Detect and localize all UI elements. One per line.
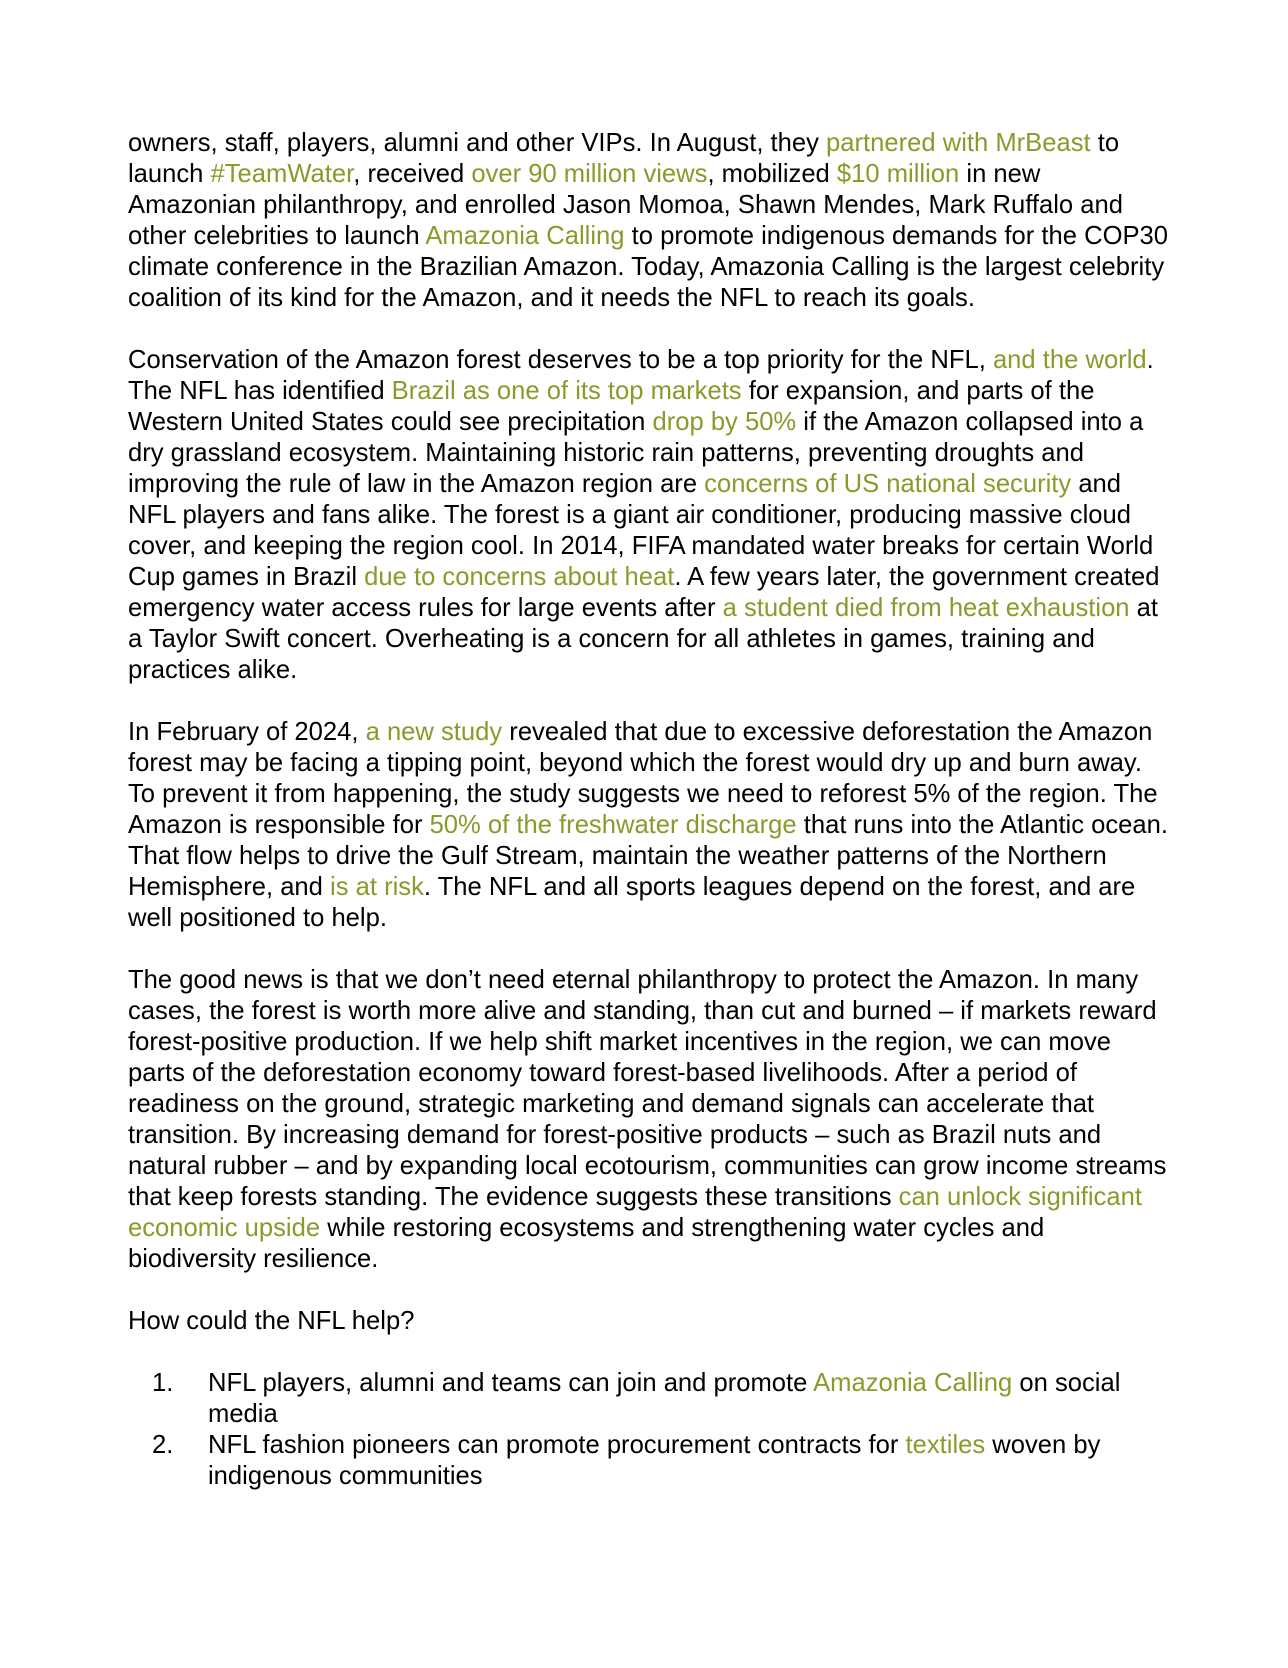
link-brazil-top-markets[interactable]: Brazil as one of its top markets: [391, 377, 742, 405]
link-heat-exhaustion[interactable]: a student died from heat exhaustion: [722, 594, 1130, 622]
link-teamwater[interactable]: #TeamWater: [210, 160, 354, 188]
link-freshwater-discharge[interactable]: 50% of the freshwater discharge: [429, 811, 797, 839]
link-concerns-about-heat[interactable]: due to concerns about heat: [364, 563, 675, 591]
list-number: 1.: [152, 1369, 174, 1397]
link-partnered-with-mrbeast[interactable]: partnered with MrBeast: [826, 129, 1091, 157]
paragraph-how-help: How could the NFL help?: [128, 1307, 415, 1335]
list-item: 1. NFL players, alumni and teams can join and promote Amazonia Calling on social media: [152, 1369, 1121, 1428]
paragraph-coalition: owners, staff, players, alumni and other VIPs. In August, they partnered with MrBeast to launch #TeamWater, received over 90 million views, mobilized $10 million in new Amazonian philanthropy, and enrolled Jason Momoa, Shawn Mendes, Mark Ruffalo and other celebrities to launch Amazonia Calling to promote indigenous demands for the COP30 climate conference in the Brazilian Amazon. Today, Amazonia Calling is the largest celebrity coalition of its kind for the Amazon, and it needs the NFL to reach its goals.: [128, 129, 1169, 312]
link-national-security[interactable]: concerns of US national security: [704, 470, 1072, 498]
paragraph-good-news: The good news is that we don’t need eternal philanthropy to protect the Amazon. In many cases, the forest is worth more alive and standing, than cut and burned – if markets reward forest-positive production. If we help shift market incentives in the region, we can move parts of the deforestation economy toward forest-based livelihoods. After a period of readiness on the ground, strategic marketing and demand signals can accelerate that transition. By increasing demand for forest-positive products – such as Brazil nuts and natural rubber – and by expanding local ecotourism, communities can grow income streams that keep forests standing. The evidence suggests these transitions can unlock significant economic upside while restoring ecosystems and strengthening water cycles and biodiversity resilience.: [128, 966, 1167, 1273]
list-number: 2.: [152, 1431, 174, 1459]
document-page: [128, 128, 1168, 1492]
paragraph-tipping-point: In February of 2024, a new study revealed that due to excessive deforestation the Amazon forest may be facing a tipping point, beyond which the forest would dry up and burn away. To prevent it from happening, the study suggests we need to reforest 5% of the region. The Amazon is responsible for 50% of the freshwater discharge that runs into the Atlantic ocean. That flow helps to drive the Gulf Stream, maintain the weather patterns of the Northern Hemisphere, and is at risk. The NFL and all sports leagues depend on the forest, and are well positioned to help.: [128, 718, 1168, 932]
link-new-study[interactable]: a new study: [365, 718, 503, 746]
link-10-million[interactable]: $10 million: [836, 160, 960, 188]
help-list: [128, 1368, 1168, 1492]
paragraph-conservation-priority: Conservation of the Amazon forest deserves to be a top priority for the NFL, and the world. The NFL has identified Brazil as one of its top markets for expansion, and parts of the Western United States could see precipitation drop by 50% if the Amazon collapsed into a dry grassland ecosystem. Maintaining historic rain patterns, preventing droughts and improving the rule of law in the Amazon region are concerns of US national security and NFL players and fans alike. The forest is a giant air conditioner, producing massive cloud cover, and keeping the region cool. In 2014, FIFA mandated water breaks for certain World Cup games in Brazil due to concerns about heat. A few years later, the government created emergency water access rules for large events after a student died from heat exhaustion at a Taylor Swift concert. Overheating is a concern for all athletes in games, training and practices alike.: [128, 346, 1160, 684]
link-amazonia-calling[interactable]: Amazonia Calling: [425, 222, 625, 250]
link-over-90-million-views[interactable]: over 90 million views: [471, 160, 708, 188]
link-and-the-world[interactable]: and the world: [992, 346, 1147, 374]
link-is-at-risk[interactable]: is at risk: [330, 873, 424, 901]
link-drop-by-50[interactable]: drop by 50%: [652, 408, 797, 436]
list-item: 2. NFL fashion pioneers can promote procurement contracts for textiles woven by indigenous communities: [152, 1431, 1101, 1490]
link-economic-upside[interactable]: can unlock significant economic upside: [128, 1183, 1142, 1242]
link-amazonia-calling-list[interactable]: Amazonia Calling: [813, 1369, 1013, 1397]
link-textiles[interactable]: textiles: [905, 1431, 986, 1459]
